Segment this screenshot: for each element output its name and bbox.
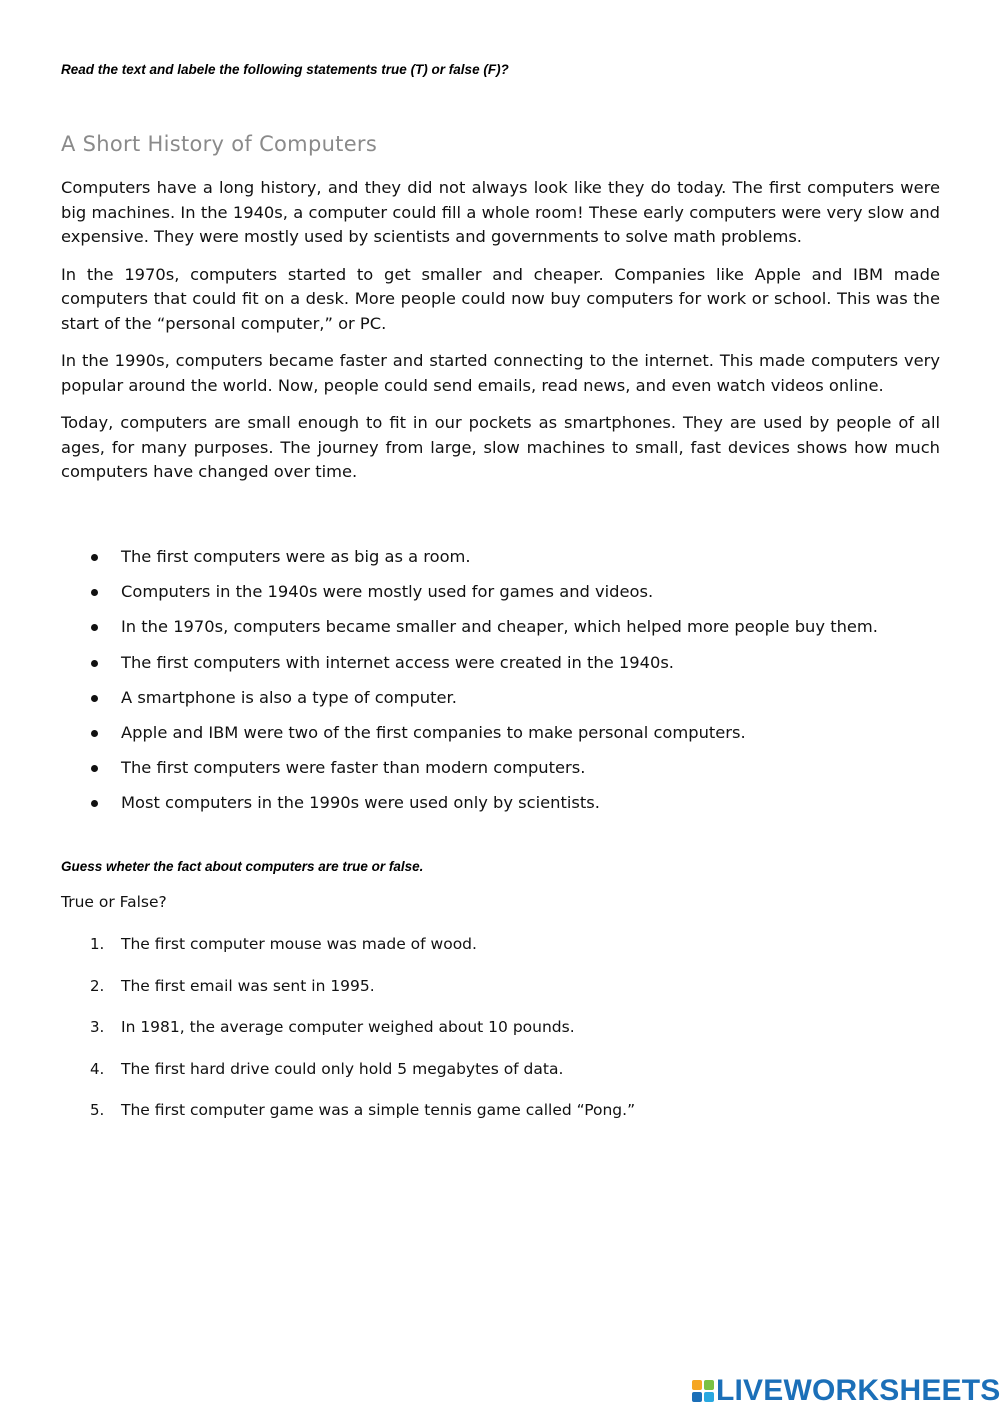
- bullet-icon: [91, 765, 98, 772]
- fact-text: The first computer game was a simple tennis game called “Pong.”: [121, 1101, 636, 1119]
- statement-item: [61, 651, 940, 686]
- fact-list: [61, 932, 940, 1140]
- fact-number: 4.: [90, 1059, 105, 1078]
- fact-item: [61, 932, 940, 974]
- statement-item: [61, 756, 940, 791]
- statement-text: The first computers were faster than modern computers.: [121, 758, 586, 778]
- bullet-icon: [91, 589, 98, 596]
- statement-item: [61, 580, 940, 615]
- instruction-guess-facts: Guess wheter the fact about computers are true or false.: [61, 859, 424, 874]
- instruction-read-text: Read the text and labele the following statements true (T) or false (F)?: [61, 62, 509, 77]
- statement-text: The first computers with internet access were created in the 1940s.: [121, 652, 674, 672]
- passage-title: A Short History of Computers: [61, 132, 378, 156]
- statement-text: Apple and IBM were two of the first companies to make personal computers.: [121, 722, 746, 742]
- passage-paragraph: In the 1970s, computers started to get smaller and cheaper. Companies like Apple and IBM made computers that could fit on a desk. More people could now buy computers for work or school. This was the start of the “personal computer,” or PC.: [61, 264, 940, 333]
- logo-wordmark: LIVEWORKSHEETS: [716, 1374, 1000, 1407]
- logo-square-icon: [692, 1380, 702, 1390]
- fact-number: 2.: [90, 976, 105, 995]
- true-false-heading: True or False?: [61, 893, 167, 911]
- statement-item: [61, 721, 940, 756]
- fact-item: [61, 1015, 940, 1057]
- fact-number: 1.: [90, 935, 105, 953]
- statement-text: A smartphone is also a type of computer.: [121, 687, 457, 707]
- bullet-icon: [91, 800, 98, 807]
- fact-text: In 1981, the average computer weighed about 10 pounds.: [121, 1018, 575, 1036]
- statement-text: The first computers were as big as a room.: [121, 547, 471, 566]
- reading-passage: [61, 176, 940, 498]
- fact-text: The first email was sent in 1995.: [121, 976, 375, 995]
- bullet-icon: [91, 660, 98, 667]
- logo-square-icon: [704, 1380, 714, 1390]
- statement-list: [61, 545, 940, 827]
- fact-item: [61, 974, 940, 1016]
- statement-item: [61, 686, 940, 721]
- liveworksheets-logo[interactable]: [692, 1374, 1000, 1408]
- passage-paragraph: Today, computers are small enough to fit in our pockets as smartphones. They are used by people of all ages, for many purposes. The journey from large, slow machines to small, fast devices shows how much computers have changed over time.: [61, 413, 940, 481]
- logo-square-icon: [704, 1392, 714, 1402]
- bullet-icon: [91, 554, 98, 561]
- bullet-icon: [91, 624, 98, 631]
- bullet-icon: [91, 695, 98, 702]
- fact-item: [61, 1057, 940, 1099]
- fact-text: The first hard drive could only hold 5 megabytes of data.: [121, 1059, 564, 1078]
- statement-text: In the 1970s, computers became smaller and cheaper, which helped more people buy them.: [121, 617, 878, 637]
- bullet-icon: [91, 730, 98, 737]
- liveworksheets-logo-icon: [692, 1380, 714, 1402]
- fact-item: [61, 1098, 940, 1140]
- passage-paragraph: In the 1990s, computers became faster and started connecting to the internet. This made computers very popular around the world. Now, people could send emails, read news, and even watch videos online.: [61, 351, 940, 395]
- fact-text: The first computer mouse was made of wood.: [121, 935, 477, 953]
- statement-text: Most computers in the 1990s were used only by scientists.: [121, 793, 600, 813]
- passage-paragraph: Computers have a long history, and they did not always look like they do today. The first computers were big machines. In the 1940s, a computer could fill a whole room! These early computers were very slow and expensive. They were mostly used by scientists and governments to solve math problems.: [61, 178, 940, 246]
- statement-item: [61, 791, 940, 826]
- logo-square-icon: [692, 1392, 702, 1402]
- statement-item: [61, 545, 940, 580]
- statement-text: Computers in the 1940s were mostly used for games and videos.: [121, 582, 654, 602]
- statement-item: [61, 615, 940, 650]
- fact-number: 5.: [90, 1101, 105, 1119]
- fact-number: 3.: [90, 1018, 105, 1036]
